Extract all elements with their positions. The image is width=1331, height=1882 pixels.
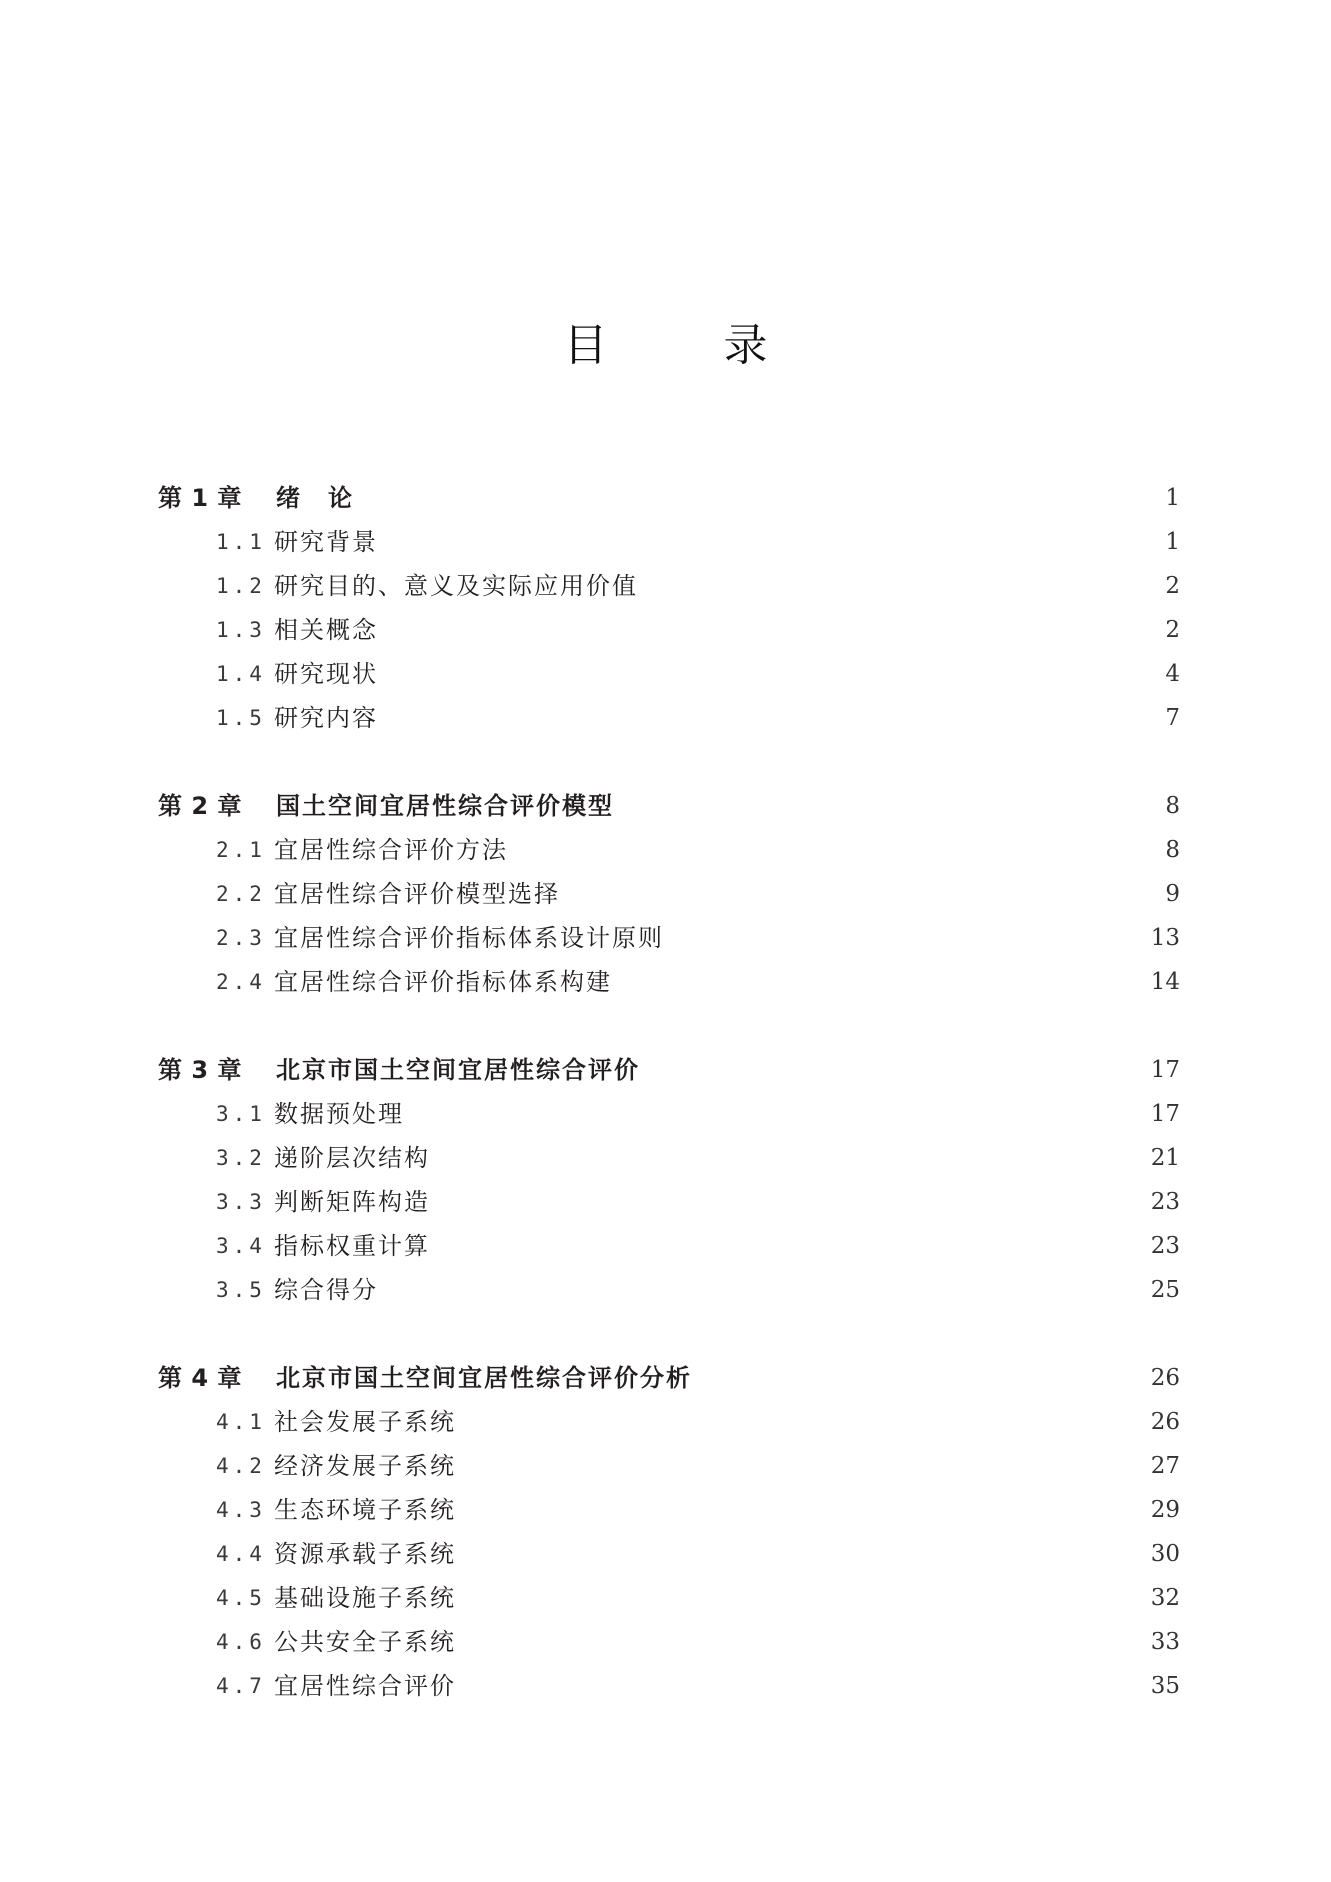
section-number: 4.4 bbox=[216, 1542, 266, 1566]
section-number: 4.1 bbox=[216, 1410, 266, 1434]
toc-section-2-1[interactable] bbox=[158, 830, 1180, 870]
toc-section-1-3[interactable] bbox=[158, 610, 1180, 650]
page-number: 26 bbox=[1150, 1365, 1180, 1391]
chapter-title: 北京市国土空间宜居性综合评价 bbox=[276, 1056, 640, 1084]
section-title: 研究目的、意义及实际应用价值 bbox=[274, 572, 638, 600]
section-number: 2.3 bbox=[216, 926, 266, 950]
dot-leader bbox=[384, 1270, 1143, 1310]
toc-section-3-2[interactable] bbox=[158, 1138, 1180, 1178]
toc-section-4-5[interactable] bbox=[158, 1578, 1180, 1618]
page-number: 1 bbox=[1165, 485, 1180, 511]
section-number: 4.3 bbox=[216, 1498, 266, 1522]
toc-section-1-5[interactable] bbox=[158, 698, 1180, 738]
page-number: 1 bbox=[1165, 529, 1180, 555]
toc-section-3-5[interactable] bbox=[158, 1270, 1180, 1310]
section-title: 宜居性综合评价 bbox=[274, 1672, 456, 1700]
page-number: 35 bbox=[1150, 1673, 1180, 1699]
toc-title: 目 录 bbox=[563, 320, 804, 371]
page-number: 17 bbox=[1150, 1101, 1180, 1127]
section-number: 2.4 bbox=[216, 970, 266, 994]
page-number: 27 bbox=[1150, 1453, 1180, 1479]
section-number: 1.5 bbox=[216, 706, 266, 730]
dot-leader bbox=[646, 1050, 1143, 1090]
section-title: 公共安全子系统 bbox=[274, 1628, 456, 1656]
dot-leader bbox=[436, 1226, 1143, 1266]
page-number: 13 bbox=[1150, 925, 1180, 951]
dot-leader bbox=[384, 610, 1150, 650]
page-number: 17 bbox=[1150, 1057, 1180, 1083]
chapter-number: 第 3 章 bbox=[158, 1056, 244, 1084]
dot-leader bbox=[462, 1622, 1143, 1662]
toc-section-1-1[interactable] bbox=[158, 522, 1180, 562]
section-title: 相关概念 bbox=[274, 616, 378, 644]
chapter-number: 第 2 章 bbox=[158, 792, 244, 820]
section-number: 1.3 bbox=[216, 618, 266, 642]
toc-section-4-3[interactable] bbox=[158, 1490, 1180, 1530]
section-number: 4.5 bbox=[216, 1586, 266, 1610]
section-title: 数据预处理 bbox=[274, 1100, 404, 1128]
section-number: 1.2 bbox=[216, 574, 266, 598]
dot-leader bbox=[698, 1358, 1143, 1398]
section-title: 生态环境子系统 bbox=[274, 1496, 456, 1524]
toc-section-4-2[interactable] bbox=[158, 1446, 1180, 1486]
dot-leader bbox=[618, 962, 1143, 1002]
chapter-number: 第 1 章 bbox=[158, 484, 244, 512]
section-title: 宜居性综合评价方法 bbox=[274, 836, 508, 864]
section-number: 3.2 bbox=[216, 1146, 266, 1170]
section-title: 递阶层次结构 bbox=[274, 1144, 430, 1172]
toc-chapter-4[interactable] bbox=[158, 1358, 1180, 1398]
dot-leader bbox=[566, 874, 1150, 914]
section-number: 1.4 bbox=[216, 662, 266, 686]
page-number: 21 bbox=[1150, 1145, 1180, 1171]
toc-chapter-3[interactable] bbox=[158, 1050, 1180, 1090]
dot-leader bbox=[462, 1578, 1143, 1618]
section-title: 研究内容 bbox=[274, 704, 378, 732]
toc-section-3-1[interactable] bbox=[158, 1094, 1180, 1134]
section-title: 宜居性综合评价指标体系构建 bbox=[274, 968, 612, 996]
page-number: 8 bbox=[1165, 837, 1180, 863]
toc-section-1-2[interactable] bbox=[158, 566, 1180, 606]
dot-leader bbox=[384, 654, 1150, 694]
dot-leader bbox=[384, 522, 1150, 562]
page-number: 4 bbox=[1165, 661, 1180, 687]
page-number: 26 bbox=[1150, 1409, 1180, 1435]
dot-leader bbox=[514, 830, 1150, 870]
section-title: 研究现状 bbox=[274, 660, 378, 688]
toc-section-4-1[interactable] bbox=[158, 1402, 1180, 1442]
section-title: 宜居性综合评价模型选择 bbox=[274, 880, 560, 908]
dot-leader bbox=[620, 786, 1150, 826]
toc-section-2-4[interactable] bbox=[158, 962, 1180, 1002]
section-number: 2.2 bbox=[216, 882, 266, 906]
page-number: 32 bbox=[1150, 1585, 1180, 1611]
toc-section-4-4[interactable] bbox=[158, 1534, 1180, 1574]
page-number: 2 bbox=[1165, 573, 1180, 599]
page-number: 8 bbox=[1165, 793, 1180, 819]
dot-leader bbox=[436, 1182, 1143, 1222]
section-number: 1.1 bbox=[216, 530, 266, 554]
toc-section-4-6[interactable] bbox=[158, 1622, 1180, 1662]
page-number: 23 bbox=[1150, 1189, 1180, 1215]
toc-chapter-1[interactable] bbox=[158, 478, 1180, 518]
chapter-title: 国土空间宜居性综合评价模型 bbox=[276, 792, 614, 820]
section-number: 3.1 bbox=[216, 1102, 266, 1126]
section-title: 判断矩阵构造 bbox=[274, 1188, 430, 1216]
dot-leader bbox=[670, 918, 1143, 958]
dot-leader bbox=[436, 1138, 1143, 1178]
chapter-title: 北京市国土空间宜居性综合评价分析 bbox=[276, 1364, 692, 1392]
toc-section-3-3[interactable] bbox=[158, 1182, 1180, 1222]
section-title: 指标权重计算 bbox=[274, 1232, 430, 1260]
page-number: 2 bbox=[1165, 617, 1180, 643]
chapter-title: 绪 论 bbox=[276, 484, 354, 512]
toc-chapter-2[interactable] bbox=[158, 786, 1180, 826]
toc-section-2-3[interactable] bbox=[158, 918, 1180, 958]
section-title: 综合得分 bbox=[274, 1276, 378, 1304]
section-title: 基础设施子系统 bbox=[274, 1584, 456, 1612]
toc-section-4-7[interactable] bbox=[158, 1666, 1180, 1706]
section-number: 3.3 bbox=[216, 1190, 266, 1214]
page-number: 14 bbox=[1150, 969, 1180, 995]
page-number: 29 bbox=[1150, 1497, 1180, 1523]
page-number: 7 bbox=[1165, 705, 1180, 731]
page-number: 33 bbox=[1150, 1629, 1180, 1655]
dot-leader bbox=[384, 698, 1150, 738]
section-title: 经济发展子系统 bbox=[274, 1452, 456, 1480]
section-title: 社会发展子系统 bbox=[274, 1408, 456, 1436]
dot-leader bbox=[462, 1490, 1143, 1530]
chapter-number: 第 4 章 bbox=[158, 1364, 244, 1392]
dot-leader bbox=[462, 1666, 1143, 1706]
page-number: 9 bbox=[1165, 881, 1180, 907]
page-number: 30 bbox=[1150, 1541, 1180, 1567]
section-title: 宜居性综合评价指标体系设计原则 bbox=[274, 924, 664, 952]
section-number: 4.6 bbox=[216, 1630, 266, 1654]
toc-section-3-4[interactable] bbox=[158, 1226, 1180, 1266]
dot-leader bbox=[462, 1446, 1143, 1486]
dot-leader bbox=[462, 1402, 1143, 1442]
section-title: 资源承载子系统 bbox=[274, 1540, 456, 1568]
section-number: 3.4 bbox=[216, 1234, 266, 1258]
dot-leader bbox=[410, 1094, 1143, 1134]
dot-leader bbox=[360, 478, 1150, 518]
toc-section-2-2[interactable] bbox=[158, 874, 1180, 914]
section-number: 2.1 bbox=[216, 838, 266, 862]
section-title: 研究背景 bbox=[274, 528, 378, 556]
page-number: 25 bbox=[1150, 1277, 1180, 1303]
page-number: 23 bbox=[1150, 1233, 1180, 1259]
dot-leader bbox=[462, 1534, 1143, 1574]
section-number: 4.2 bbox=[216, 1454, 266, 1478]
toc-section-1-4[interactable] bbox=[158, 654, 1180, 694]
dot-leader bbox=[644, 566, 1150, 606]
section-number: 4.7 bbox=[216, 1674, 266, 1698]
section-number: 3.5 bbox=[216, 1278, 266, 1302]
